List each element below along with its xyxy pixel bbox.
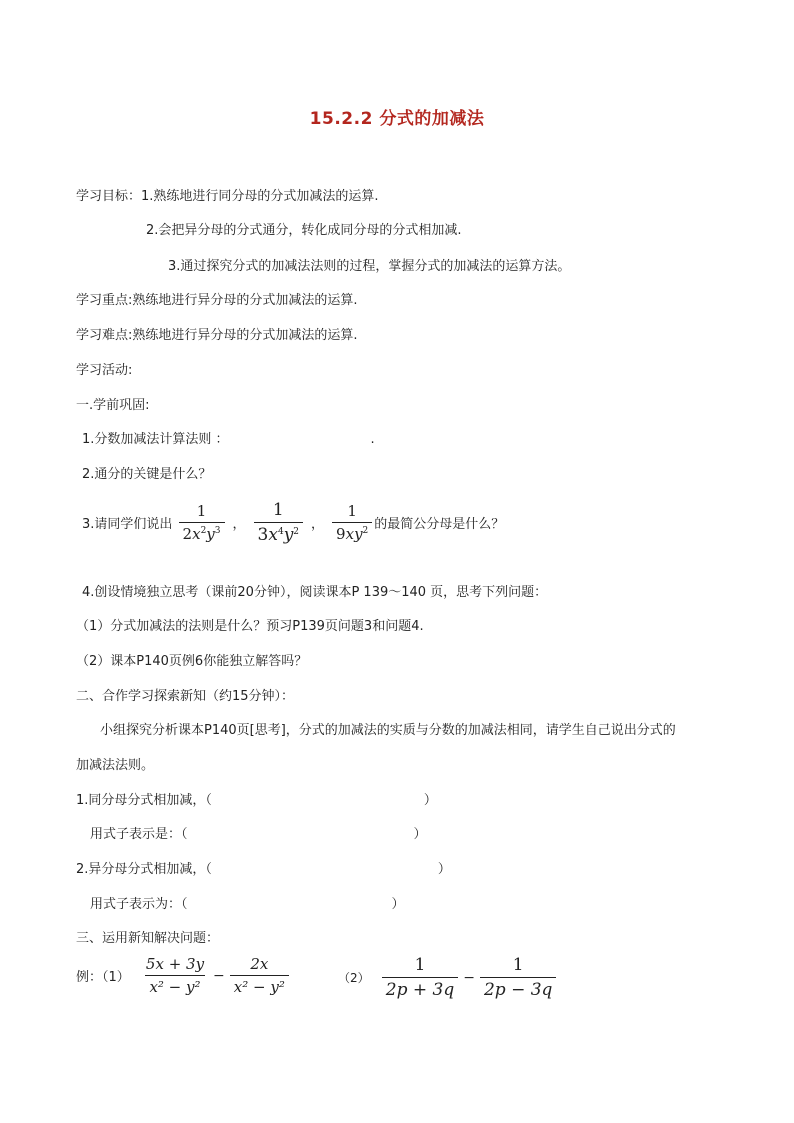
fraction-2: $\frac{1}{3x^4y^2}$ bbox=[254, 500, 304, 545]
example-2-fraction-b: $\frac{1}{2p - 3q}$ bbox=[480, 955, 556, 1000]
rule-2: 2.异分母分式相加减，（ ） bbox=[76, 862, 451, 877]
section2-heading: 二、合作学习探索新知（约15分钟）： bbox=[76, 689, 295, 704]
question-1-text: 1.分数加减法计算法则 ： bbox=[82, 432, 229, 447]
fraction-1: $\frac{1}{2x^2y^3}$ bbox=[179, 502, 225, 543]
question-4-2: （2）课本P140页例6你能独立解答吗？ bbox=[76, 654, 308, 669]
page-title: 15.2.2 分式的加减法 bbox=[309, 109, 485, 129]
example-1-fraction-a: $\frac{5x + 3y}{\text{x² − y²}}$ bbox=[145, 955, 205, 996]
example-1-fraction-b: $\frac{2x}{\text{x² − y²}}$ bbox=[230, 955, 289, 996]
question-3-suffix: 的最简公分母是什么？ bbox=[374, 517, 505, 532]
example-2-label: （2） bbox=[338, 971, 370, 985]
section3-heading: 三、运用新知解决问题： bbox=[76, 931, 220, 946]
section2-paragraph-line-1: 小组探究分析课本P140页[思考]，分式的加减法的实质与分数的加减法相同，请学生自己说出分式的 bbox=[100, 723, 676, 738]
question-4: 4.创设情境独立思考（课前20分钟），阅读课本P 139～140 页，思考下列问题： bbox=[82, 585, 548, 600]
question-1 bbox=[82, 431, 375, 449]
question-3: 3.请同学们说出 $\frac{1}{2x^2y^3}$ ， $\frac{1}{3x^4y^2}$ ， $\frac{1}{9xy^2}$ 的最简公分母是什么？ bbox=[82, 500, 505, 545]
rule-2-formula: 用式子表示为：（ ） bbox=[90, 897, 405, 912]
objective-2: 2.会把异分母的分式通分，转化成同分母的分式相加减. bbox=[146, 223, 462, 238]
objectives-label: 学习目标： bbox=[76, 189, 142, 204]
activities-label: 学习活动: bbox=[76, 363, 133, 378]
fraction-3: $\frac{1}{9xy^2}$ bbox=[332, 502, 372, 543]
example-label: 例：（1） bbox=[76, 970, 130, 985]
question-3-prefix: 3.请同学们说出 bbox=[82, 517, 173, 532]
example-2: （2） $\frac{1}{2p + 3q}$ − $\frac{1}{2p - 3q}$ bbox=[338, 955, 558, 1000]
example-2-fraction-a: $\frac{1}{2p + 3q}$ bbox=[382, 955, 458, 1000]
objectives-line-1 bbox=[76, 188, 379, 206]
question-2: 2.通分的关键是什么？ bbox=[82, 467, 212, 482]
key-point: 学习重点:熟练地进行异分母的分式加减法的运算. bbox=[76, 293, 358, 308]
rule-1: 1.同分母分式相加减，（ ） bbox=[76, 793, 437, 808]
rule-1-formula: 用式子表示是：（ ） bbox=[90, 827, 427, 842]
question-4-1: （1）分式加减法的法则是什么？预习P139页问题3和问题4. bbox=[76, 619, 424, 634]
objective-3: 3.通过探究分式的加减法法则的过程，掌握分式的加减法的运算方法。 bbox=[168, 259, 571, 274]
objective-1: 1.熟练地进行同分母的分式加减法的运算. bbox=[141, 189, 379, 204]
section2-paragraph-line-2: 加减法法则。 bbox=[76, 758, 155, 773]
example-1: 例：（1） $\frac{5x + 3y}{\text{x² − y²}}$ − $\frac{2x}{\text{x² − y²}}$ bbox=[76, 955, 291, 996]
question-1-end: . bbox=[370, 432, 375, 447]
section1-heading: 一.学前巩固: bbox=[76, 398, 150, 413]
difficulty-point: 学习难点:熟练地进行异分母的分式加减法的运算. bbox=[76, 328, 358, 343]
